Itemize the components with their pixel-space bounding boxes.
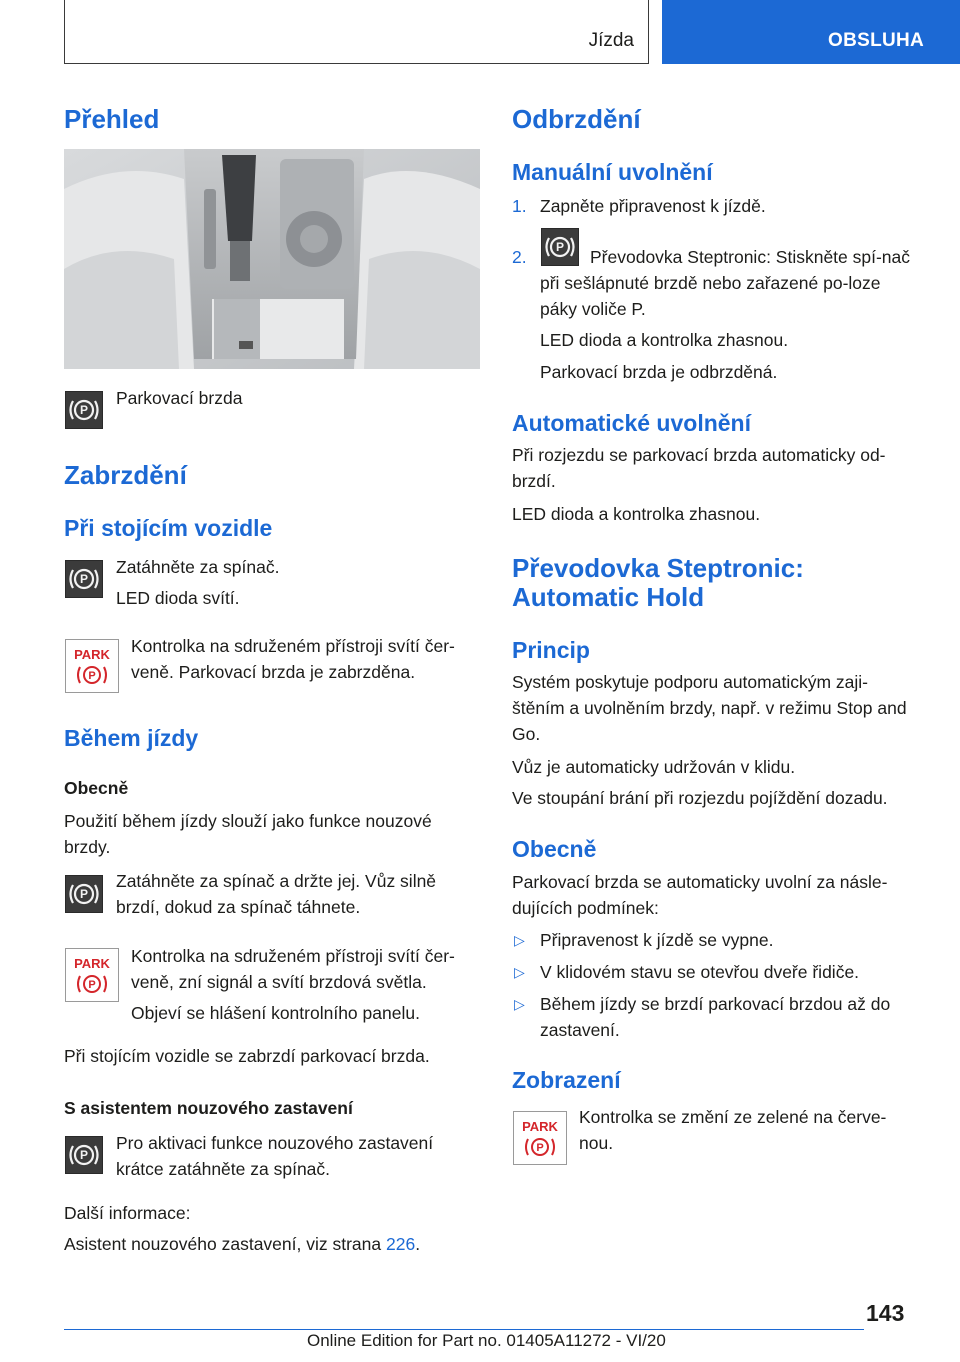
parking-brake-icon [65, 560, 103, 598]
manual-release-heading: Manuální uvolnění [512, 159, 713, 185]
page-number: 143 [866, 1300, 905, 1326]
list-bullet: ▷ [514, 932, 525, 948]
stationary-heading: Při stojícím vozidle [64, 515, 273, 541]
general-text-right: Parkovací brzda se automaticky uvolní za násle-dujících podmínek: [512, 872, 888, 918]
display-text: Kontrolka se změní ze zelené na červe-nou. [579, 1107, 887, 1153]
header-frame [64, 0, 649, 64]
more-info-label: Další informace: [64, 1203, 191, 1223]
footer-edition-text [307, 1331, 666, 1351]
assistant-reference-text: Asistent nouzového zastavení, viz strana [64, 1234, 386, 1254]
park-warning-icon [65, 948, 119, 1002]
step-note-released: Parkovací brzda je odbrzděná. [540, 362, 778, 382]
parking-brake-icon [65, 391, 103, 429]
step-number: 1. [512, 196, 527, 216]
general-text-left: Použití během jízdy slouží jako funkce nouzové brzdy. [64, 811, 432, 857]
assistant-heading: S asistentem nouzového zastavení [64, 1098, 353, 1118]
stationary-park-text: Kontrolka na sdruženém přístroji svítí čer-veně. Parkovací brzda je zabrzděna. [131, 636, 455, 682]
brake-symbol-text: P [536, 1142, 544, 1154]
list-bullet: ▷ [514, 996, 525, 1012]
general-heading-right: Obecně [512, 836, 597, 862]
principle-hold-text: Vůz je automaticky udržován v klidu. [512, 757, 796, 777]
parking-brake-icon [65, 875, 103, 913]
step-text: Zapněte připravenost k jízdě. [540, 196, 766, 216]
assistant-text: Pro aktivaci funkce nouzového zastavení krátce zatáhněte za spínač. [116, 1133, 434, 1179]
header-section-title: Jízda [588, 30, 634, 51]
driving-pull-text: Zatáhněte za spínač a držte jej. Vůz silně brzdí, dokud za spínač táhnete. [116, 871, 437, 917]
principle-slope-text: Ve stoupání brání při rozjezdu pojíždění dozadu. [512, 788, 888, 808]
list-bullet: ▷ [514, 964, 525, 980]
brake-symbol-text: P [79, 403, 89, 417]
footer-edition: Online Edition for Part no. 01405A11272 - VI/20 [307, 1331, 666, 1350]
brake-symbol-text: P [555, 240, 565, 254]
photo-caption: Parkovací brzda [116, 388, 243, 408]
park-label-text: PARK [74, 956, 110, 971]
brake-symbol-text: P [88, 670, 96, 682]
stationary-note: Při stojícím vozidle se zabrzdí parkovací brzda. [64, 1046, 430, 1066]
principle-text: Systém poskytuje podporu automatickým zaji-štěním a uvolněním brzdy, např. v režimu Stop and Go. [512, 672, 907, 744]
page-reference-link[interactable]: 226 [385, 1234, 416, 1254]
display-heading: Zobrazení [512, 1067, 621, 1093]
list-item: Během jízdy se brzdí parkovací brzdou až do zastavení. [540, 994, 891, 1040]
header-chapter-tab: OBSLUHA [662, 0, 960, 64]
step-note-led: LED dioda a kontrolka zhasnou. [540, 330, 789, 350]
overview-heading: Přehled [64, 104, 160, 134]
auto-release-led: LED dioda a kontrolka zhasnou. [512, 504, 761, 524]
stationary-text-led: LED dioda svítí. [116, 588, 240, 608]
park-warning-icon [513, 1111, 567, 1165]
hold-heading-line2: Automatic Hold [512, 582, 705, 612]
general-heading-left: Obecně [64, 778, 129, 798]
driving-park-text: Kontrolka na sdruženém přístroji svítí čer-veně, zní signál a svítí brzdová světla. [131, 946, 455, 992]
brake-symbol-text: P [79, 887, 89, 901]
auto-release-heading: Automatické uvolnění [512, 410, 751, 436]
list-item: Připravenost k jízdě se vypne. [540, 930, 774, 950]
principle-heading: Princip [512, 637, 590, 663]
driving-heading: Během jízdy [64, 725, 199, 751]
assistant-reference [64, 1231, 474, 1257]
brake-symbol-text: P [79, 1148, 89, 1162]
parking-brake-photo [64, 149, 480, 369]
release-heading: Odbrzdění [512, 104, 641, 134]
auto-release-text: Při rozjezdu se parkovací brzda automaticky od-brzdí. [512, 445, 886, 491]
stationary-text-pull: Zatáhněte za spínač. [116, 557, 280, 577]
step-number: 2. [512, 247, 527, 267]
park-label-text: PARK [522, 1119, 558, 1134]
step-text: Převodovka Steptronic: Stiskněte spí-nač při sešlápnuté brzdě nebo zařazené po-loze páky voliče P. [540, 247, 911, 319]
parking-brake-icon [65, 1136, 103, 1174]
apply-heading: Zabrzdění [64, 460, 187, 490]
hold-heading-line1: Převodovka Steptronic: [512, 553, 804, 583]
park-warning-icon [65, 639, 119, 693]
park-label-text: PARK [74, 647, 110, 662]
footer-rule [64, 1329, 864, 1330]
brake-symbol-text: P [88, 979, 96, 991]
assistant-reference-end: . [415, 1234, 421, 1254]
brake-symbol-text: P [79, 572, 89, 586]
list-item: V klidovém stavu se otevřou dveře řidiče. [540, 962, 860, 982]
driving-message-text: Objeví se hlášení kontrolního panelu. [131, 1003, 420, 1023]
